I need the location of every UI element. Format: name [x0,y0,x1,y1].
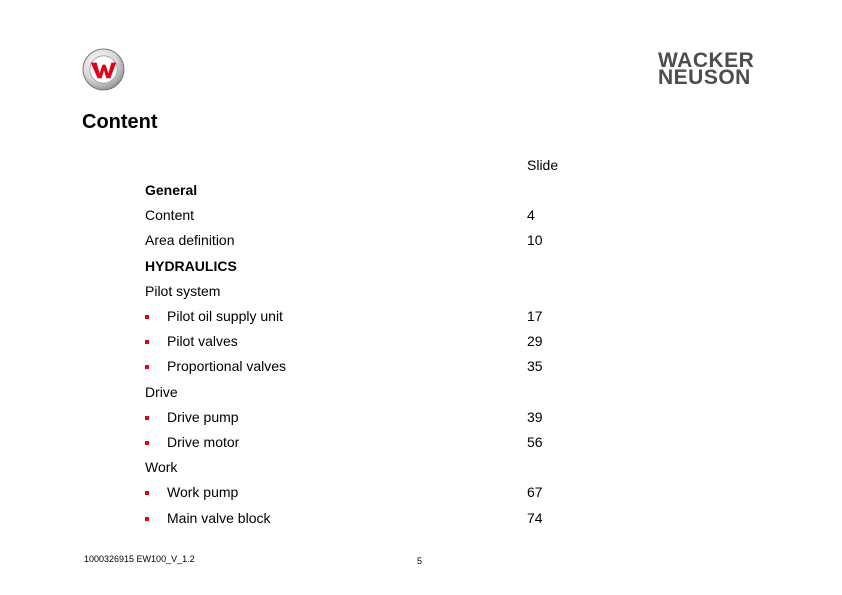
toc-label: Proportional valves [167,358,287,375]
toc-label: Pilot valves [167,333,238,350]
toc-label: Area definition [145,232,235,249]
toc-slide-number: 67 [527,484,543,501]
toc-label: Drive pump [167,408,239,425]
toc-label: Pilot oil supply unit [167,308,283,324]
bullet-square-icon [145,441,149,445]
bullet-square-icon [145,365,149,369]
page-title: Content [82,111,158,133]
toc-row [145,182,645,200]
page-number: 5 [417,556,423,566]
toc-label: HYDRAULICS [145,257,237,274]
toc-label: Drive [145,383,178,400]
toc-slide-number: 17 [527,308,543,324]
toc-row [145,434,645,452]
wacker-neuson-w-logo-icon [82,48,125,91]
slide-column-header: Slide [527,157,559,173]
toc-slide-number: 29 [527,333,543,350]
toc-slide-number: 4 [527,207,535,224]
toc-row [145,510,645,528]
toc-row [145,308,645,326]
toc-row [145,258,645,276]
toc-row [145,207,645,225]
bullet-square-icon [145,416,149,420]
bullet-square-icon [145,315,149,319]
toc-slide-number: 74 [527,509,543,526]
toc-row [145,283,645,301]
toc-label: Drive motor [167,434,240,450]
toc-row [145,384,645,402]
toc-slide-number: 39 [527,408,543,425]
toc-row [145,409,645,427]
brand-line-1: WACKER [658,49,755,72]
document-id: 1000326915 EW100_V_1.2 [84,554,195,564]
bullet-square-icon [145,491,149,495]
toc-row [145,484,645,502]
toc-row [145,459,645,477]
toc-label: Work [145,459,178,476]
toc-row [145,333,645,351]
toc-row [145,232,645,250]
toc-label: Pilot system [145,282,221,299]
toc-label: General [145,182,198,198]
toc-slide-number: 10 [527,232,543,249]
toc-row [145,358,645,376]
toc-slide-number: 56 [527,434,543,450]
toc-label: Content [145,207,195,224]
toc-label: Main valve block [167,509,271,526]
wacker-neuson-wordmark [658,49,762,89]
bullet-square-icon [145,340,149,344]
toc-slide-number: 35 [527,358,543,375]
brand-line-2: NEUSON [658,66,751,89]
toc-label: Work pump [167,484,239,501]
bullet-square-icon [145,517,149,521]
